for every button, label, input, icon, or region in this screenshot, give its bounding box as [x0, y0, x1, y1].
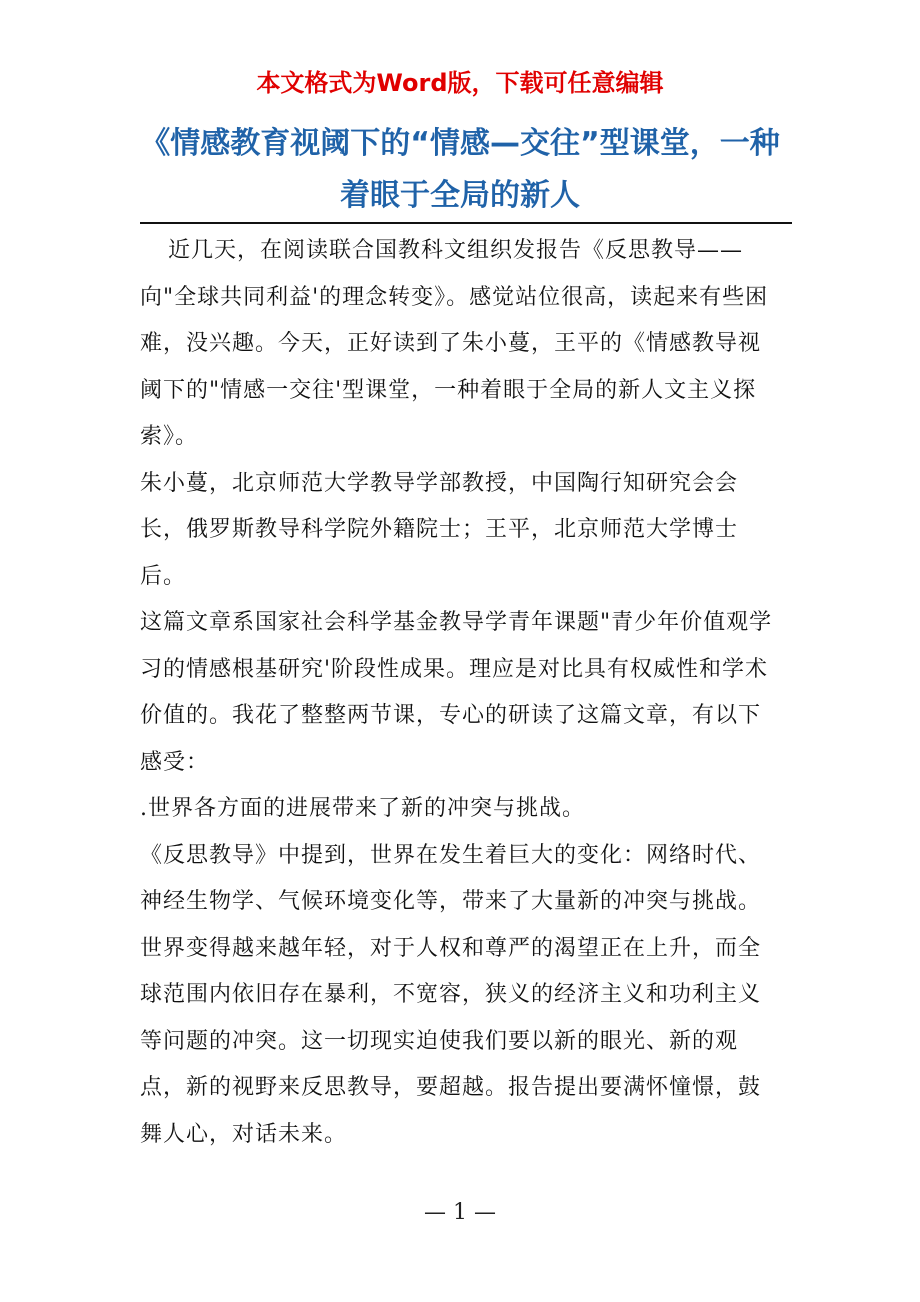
- paragraph-intro: 近几天，在阅读联合国教科文组织发报告《反思教导——向"全球共同利益'的理念转变》。感觉站位很高，读起来有些困难，没兴趣。今天，正好读到了朱小蔓，王平的《情感教导视阈下的"情感一交往'型课堂，一种着眼于全局的新人文主义探索》。: [140, 238, 769, 449]
- format-banner: 本文格式为Word版，下载可任意编辑: [256, 69, 664, 97]
- document-body: [140, 228, 780, 1158]
- paragraph-heading-challenges: .世界各方面的进展带来了新的冲突与挑战。: [140, 796, 585, 821]
- title-divider: [140, 222, 792, 224]
- document-title: 《情感教育视阈下的“情感—交往”型课堂，一种着眼于全局的新人: [140, 126, 780, 213]
- paragraph-authors: 朱小蔓，北京师范大学教导学部教授，中国陶行知研究会会长，俄罗斯教导科学院外籍院士；王平，北京师范大学博士后。: [140, 470, 739, 589]
- paragraph-reflection: 《反思教导》中提到，世界在发生着巨大的变化：网络时代、神经生物学、气候环境变化等，带来了大量新的冲突与挑战。世界变得越来越年轻，对于人权和尊严的渴望正在上升，而全球范围内依旧存在暴利，不宽容，狭义的经济主义和功利主义等问题的冲突。这一切现实迫使我们要以新的眼光、新的观点，新的视野来反思教导，要超越。报告提出要满怀憧憬，鼓舞人心，对话未来。: [140, 842, 762, 1147]
- paragraph-project: 这篇文章系国家社会科学基金教导学青年课题"青少年价值观学习的情感根基研究'阶段性成果。理应是对比具有权威性和学术价值的。我花了整整两节课，专心的研读了这篇文章，有以下感受：: [140, 610, 773, 775]
- page-number: — 1 —: [424, 1200, 496, 1225]
